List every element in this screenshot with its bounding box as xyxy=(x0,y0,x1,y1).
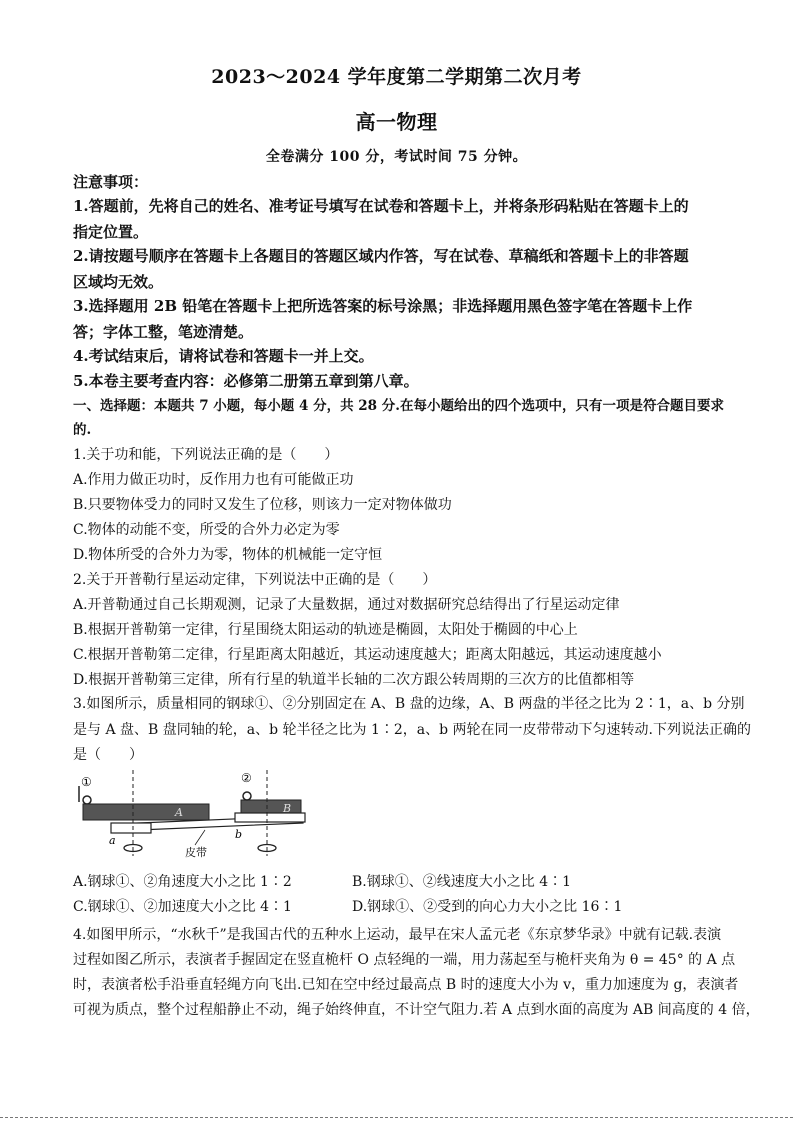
question-2-option-a: A.开普勒通过自己长期观测，记录了大量数据，通过对数据研究总结得出了行星运动定律 xyxy=(73,597,620,613)
label-wheel-a: a xyxy=(109,834,116,847)
question-3-stem: 是与 A 盘、B 盘同轴的轮，a、b 轮半径之比为 1∶2，a、b 两轮在同一皮带带动下匀速转动.下列说法正确的 xyxy=(73,722,751,738)
question-3-stem: 是（ ） xyxy=(73,747,143,763)
note-line: 指定位置。 xyxy=(73,223,149,241)
question-2-stem: 2.关于开普勒行星运动定律，下列说法中正确的是（ ） xyxy=(73,572,437,588)
wheel-b xyxy=(235,813,305,822)
question-2-option-d: D.根据开普勒第三定律，所有行星的轨道半长轴的二次方跟公转周期的三次方的比值都相等 xyxy=(73,672,635,688)
exam-info: 全卷满分 100 分，考试时间 75 分钟。 xyxy=(265,149,528,165)
disk-a xyxy=(83,804,209,820)
label-belt: 皮带 xyxy=(185,846,207,859)
exam-title: 2023～2024 学年度第二学期第二次月考 xyxy=(211,66,582,88)
section-heading: 一、选择题：本题共 7 小题，每小题 4 分，共 28 分.在每小题给出的四个选项中，只有一项是符合题目要求 xyxy=(73,398,724,414)
question-2-option-b: B.根据开普勒第一定律，行星围绕太阳运动的轨迹是椭圆，太阳处于椭圆的中心上 xyxy=(73,622,578,638)
note-line: 答；字体工整，笔迹清楚。 xyxy=(73,323,254,341)
subject-title: 高一物理 xyxy=(355,110,438,134)
question-3-option-b: B.钢球①、②线速度大小之比 4∶1 xyxy=(352,874,572,890)
question-4-text: 过程如图乙所示，表演者手握固定在竖直桅杆 O 点轻绳的一端，用力荡起至与桅杆夹角为 θ = 45° 的 A 点 xyxy=(73,952,736,968)
question-3-option-a: A.钢球①、②角速度大小之比 1∶2 xyxy=(73,874,292,890)
question-1-option-c: C.物体的动能不变，所受的合外力必定为零 xyxy=(73,522,340,538)
question-4-text: 4.如图甲所示，“水秋千”是我国古代的五种水上运动，最早在宋人孟元老《东京梦华录》中就有记载.表演 xyxy=(73,927,722,943)
question-2-option-c: C.根据开普勒第二定律，行星距离太阳越近，其运动速度越大；距离太阳越远，其运动速度越小 xyxy=(73,647,662,663)
belt-pulley-figure xyxy=(77,768,317,868)
note-line: 3.选择题用 2B 铅笔在答题卡上把所选答案的标号涂黑；非选择题用黑色签字笔在答题卡上作 xyxy=(73,297,693,315)
steel-ball-2 xyxy=(243,792,251,800)
note-line: 4.考试结束后，请将试卷和答题卡一并上交。 xyxy=(73,347,374,365)
steel-ball-1 xyxy=(83,796,91,804)
question-3-stem: 3.如图所示，质量相同的钢球①、②分别固定在 A、B 盘的边缘，A、B 两盘的半径之比为 2∶1，a、b 分别 xyxy=(73,696,745,712)
label-disk-a: A xyxy=(175,806,183,819)
question-1-option-a: A.作用力做正功时，反作用力也有可能做正功 xyxy=(73,472,354,488)
label-ball-1: ① xyxy=(81,775,92,789)
question-1-option-d: D.物体所受的合外力为零，物体的机械能一定守恒 xyxy=(73,547,383,563)
note-line: 1.答题前，先将自己的姓名、准考证号填写在试卷和答题卡上，并将条形码粘贴在答题卡上的 xyxy=(73,197,689,215)
label-wheel-b: b xyxy=(235,828,243,841)
question-4-text: 时，表演者松手沿垂直轻绳方向飞出.已知在空中经过最高点 B 时的速度大小为 v，重力加速度为 g，表演者 xyxy=(73,977,739,993)
question-1-stem: 1.关于功和能，下列说法正确的是（ ） xyxy=(73,447,339,463)
note-line: 区域均无效。 xyxy=(73,273,164,291)
notes-heading: 注意事项： xyxy=(73,173,149,191)
section-heading-cont: 的. xyxy=(73,422,92,438)
question-3-option-d: D.钢球①、②受到的向心力大小之比 16∶1 xyxy=(352,899,623,915)
page-bottom-rule xyxy=(0,1117,793,1118)
label-disk-b: B xyxy=(283,802,292,815)
question-1-option-b: B.只要物体受力的同时又发生了位移，则该力一定对物体做功 xyxy=(73,497,452,513)
question-3-option-c: C.钢球①、②加速度大小之比 4∶1 xyxy=(73,899,292,915)
question-4-text: 可视为质点，整个过程船静止不动，绳子始终伸直，不计空气阻力.若 A 点到水面的高度为 AB 间高度的 4 倍， xyxy=(73,1002,760,1018)
label-ball-2: ② xyxy=(241,771,252,785)
wheel-a xyxy=(111,823,151,833)
note-line: 2.请按题号顺序在答题卡上各题目的答题区域内作答，写在试卷、草稿纸和答题卡上的非答题 xyxy=(73,247,689,265)
note-line: 5.本卷主要考查内容：必修第二册第五章到第八章。 xyxy=(73,372,419,390)
